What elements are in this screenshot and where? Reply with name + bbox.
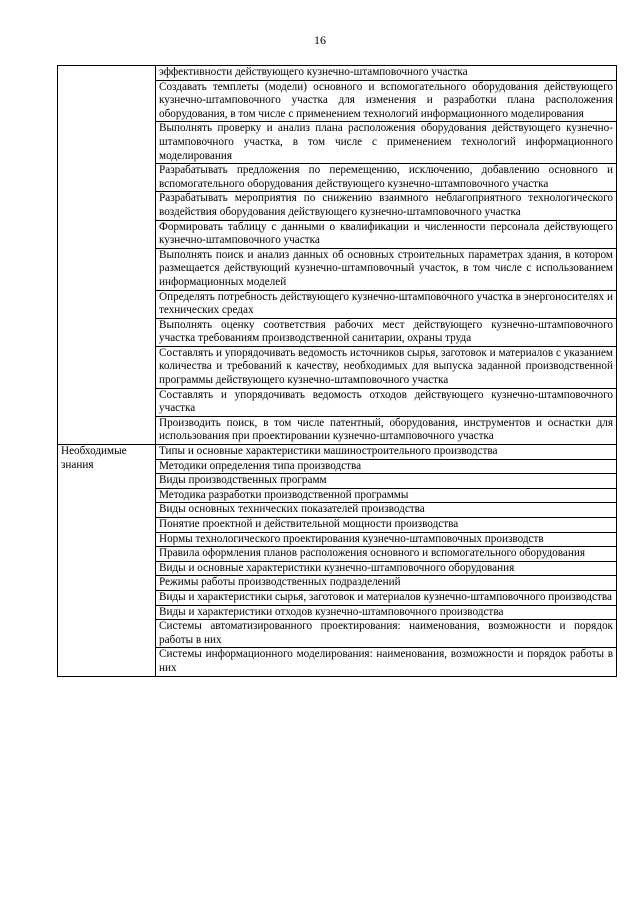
knowledge-item: Нормы технологического проектирования кузнечно-штамповочных производств <box>156 532 617 547</box>
ability-item: Выполнять поиск и анализ данных об основных строительных параметрах здания, в котором размещается действующий кузнечно-штамповочный участок, в том числе с использованием информационных моделей <box>156 248 617 290</box>
ability-item: эффективности действующего кузнечно-штамповочного участка <box>156 66 617 81</box>
ability-item: Разрабатывать мероприятия по снижению взаимного неблагоприятного технологического воздействия оборудования действующего кузнечно-штамповочного участка <box>156 192 617 220</box>
knowledge-item: Режимы работы производственных подразделений <box>156 576 617 591</box>
ability-item: Выполнять оценку соответствия рабочих мест действующего кузнечно-штамповочного участка требованиям производственной санитарии, охраны труда <box>156 318 617 346</box>
ability-item: Выполнять проверку и анализ плана расположения оборудования действующего кузнечно-штамповочного участка, в том числе с применением технологий информационного моделирования <box>156 122 617 164</box>
knowledge-item: Виды и характеристики отходов кузнечно-штамповочного производства <box>156 605 617 620</box>
abilities-label-cell <box>58 66 156 445</box>
ability-item: Составлять и упорядочивать ведомость отходов действующего кузнечно-штамповочного участка <box>156 388 617 416</box>
knowledge-item: Системы автоматизированного проектирования: наименования, возможности и порядок работы в них <box>156 620 617 648</box>
knowledge-item: Виды производственных программ <box>156 474 617 489</box>
knowledge-item: Понятие проектной и действительной мощности производства <box>156 518 617 533</box>
knowledge-item: Типы и основные характеристики машиностроительного производства <box>156 445 617 460</box>
knowledge-item: Методики определения типа производства <box>156 459 617 474</box>
page-number: 16 <box>314 33 326 47</box>
knowledge-item: Виды основных технических показателей производства <box>156 503 617 518</box>
knowledge-item: Виды и основные характеристики кузнечно-штамповочного оборудования <box>156 561 617 576</box>
ability-item: Определять потребность действующего кузнечно-штамповочного участка в энергоносителях и технических средах <box>156 290 617 318</box>
ability-item: Разрабатывать предложения по перемещению, исключению, добавлению основного и вспомогательного оборудования действующего кузнечно-штамповочного участка <box>156 164 617 192</box>
knowledge-item: Системы информационного моделирования: наименования, возможности и порядок работы в них <box>156 648 617 676</box>
knowledge-item: Виды и характеристики сырья, заготовок и материалов кузнечно-штамповочного производства <box>156 590 617 605</box>
knowledge-item: Правила оформления планов расположения основного и вспомогательного оборудования <box>156 547 617 562</box>
knowledge-item: Методика разработки производственной программы <box>156 488 617 503</box>
knowledge-label: Необходимые знания <box>58 445 156 677</box>
table-row <box>58 66 617 81</box>
ability-item: Составлять и упорядочивать ведомость источников сырья, заготовок и материалов с указанием количества и требований к качеству, необходимых для выпуска заданной производственной программы действующего кузнечно-штамповочного участка <box>156 346 617 388</box>
table-row <box>58 445 617 460</box>
requirements-table <box>57 65 617 677</box>
ability-item: Формировать таблицу с данными о квалификации и численности персонала действующего кузнечно-штамповочного участка <box>156 220 617 248</box>
ability-item: Создавать темплеты (модели) основного и вспомогательного оборудования действующего кузнечно-штамповочного участка для изменения и разработки плана расположения оборудования, в том числе с применением технологий информационного моделирования <box>156 80 617 122</box>
ability-item: Производить поиск, в том числе патентный, оборудования, инструментов и оснастки для использования при проектировании кузнечно-штамповочного участка <box>156 416 617 444</box>
